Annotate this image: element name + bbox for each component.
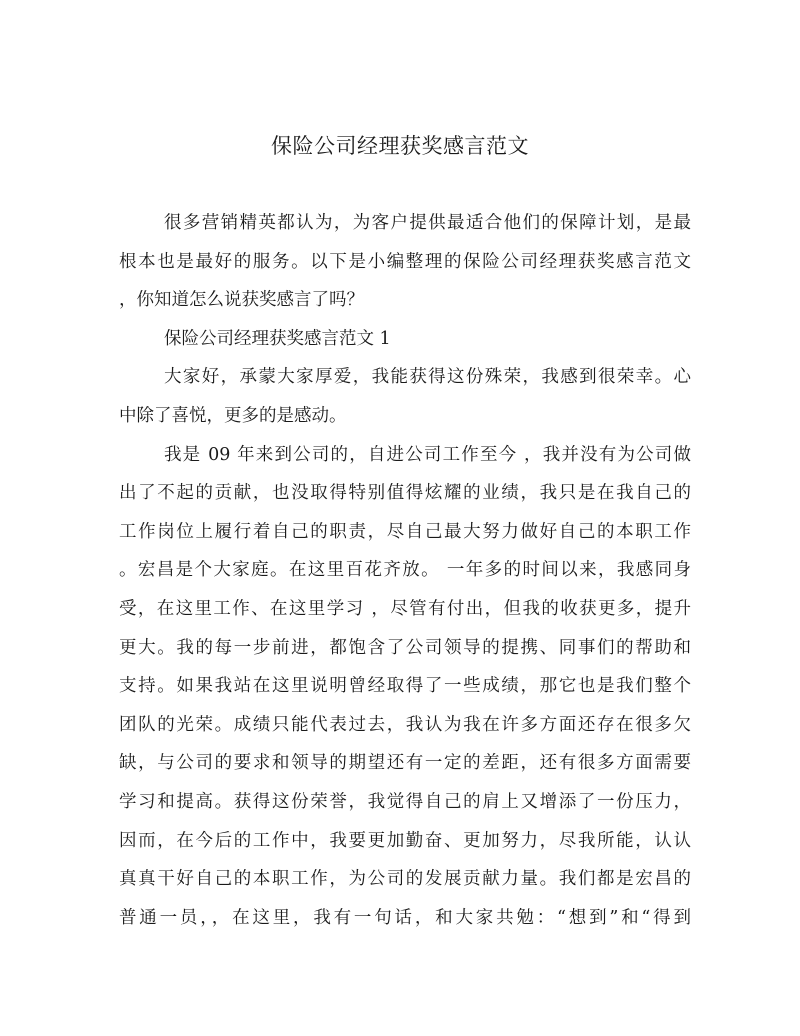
paragraph-line: 工作岗位上履行着自己的职责，尽自己最大努力做好自己的本职工作	[119, 521, 691, 542]
paragraph-line: 很多营销精英都认为，为客户提供最适合他们的保障计划，是最	[164, 213, 691, 233]
paragraph-line: 更大。我的每一步前进，都饱含了公司领导的提携、同事们的帮助和	[119, 637, 691, 658]
paragraph-line: 根本也是最好的服务。以下是小编整理的保险公司经理获奖感言范文	[119, 251, 691, 272]
paragraph-line: 受，在这里工作、在这里学习 ，尽管有付出，但我的收获更多，提升	[119, 598, 691, 619]
paragraph-line: 。宏昌是个大家庭。在这里百花齐放。 一年多的时间以来，我感同身	[119, 560, 691, 581]
paragraph-line: 大家好，承蒙大家厚爱，我能获得这份殊荣，我感到很荣幸。心	[164, 367, 691, 388]
paragraph-line: 出了不起的贡献，也没取得特别值得炫耀的业绩，我只是在我自己的	[119, 483, 691, 504]
paragraph-line: 因而，在今后的工作中，我要更加勤奋、更加努力，尽我所能，认认	[119, 830, 691, 851]
paragraph-line: 学习和提高。获得这份荣誉，我觉得自己的肩上又增添了一份压力，	[119, 791, 691, 812]
paragraph-line: ，你知道怎么说获奖感言了吗？	[119, 290, 364, 311]
document-body	[119, 204, 691, 937]
paragraph-line: 普通一员，，在这里，我有一句话，和大家共勉：“想到”和“得到	[119, 907, 691, 928]
paragraph-line: 支持。如果我站在这里说明曾经取得了一些成绩，那它也是我们整个	[119, 676, 691, 697]
paragraph-line: 中除了喜悦，更多的是感动。	[119, 405, 347, 426]
paragraph-line: 团队的光荣。成绩只能代表过去，我认为我在许多方面还存在很多欠	[119, 714, 691, 735]
paragraph-line: 真真干好自己的本职工作，为公司的发展贡献力量。我们都是宏昌的	[119, 869, 691, 890]
paragraph-line: 缺，与公司的要求和领导的期望还有一定的差距，还有很多方面需要	[119, 753, 691, 774]
section-heading: 保险公司经理获奖感言范文 1	[164, 328, 391, 349]
document-title: 保险公司经理获奖感言范文	[271, 134, 529, 158]
paragraph-line: 我是 09 年来到公司的，自进公司工作至今 ，我并没有为公司做	[164, 444, 691, 465]
